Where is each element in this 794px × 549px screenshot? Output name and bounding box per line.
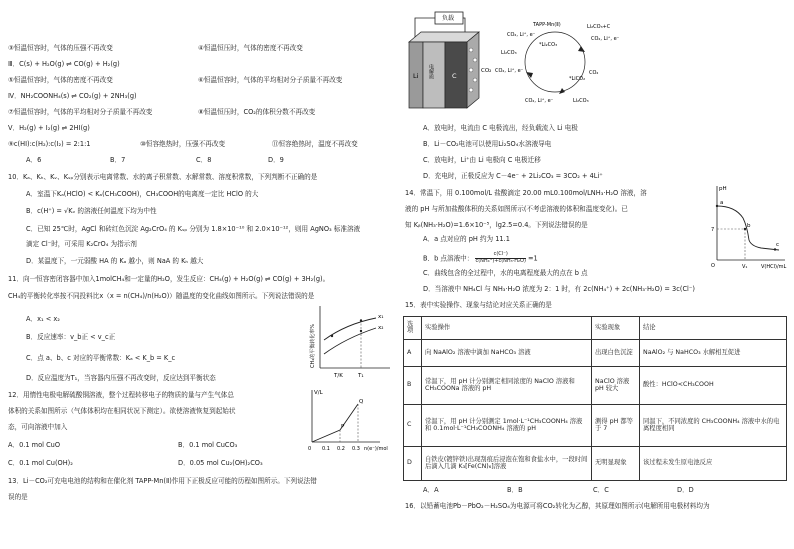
item-4: ④恒温恒压时，气体的密度不再改变 [198, 44, 303, 52]
q12-y-label: V/L [314, 390, 323, 396]
q14-option-b [423, 252, 538, 265]
q11-point-c [360, 319, 362, 321]
q14-titration-graph [705, 180, 791, 272]
q12-tick-01: 0.1 [322, 446, 330, 452]
q9-option-a: A．6 [26, 156, 42, 164]
q15-row-d-conclusion: 该过程未发生原电池反应 [640, 447, 787, 481]
q14-point-b [744, 228, 746, 230]
q14-x-label: V(HCl)/mL [761, 264, 787, 270]
q11-x-label: T/K [334, 373, 343, 379]
q11-label-t1: T₁ [358, 373, 364, 379]
q14-point-c [774, 248, 776, 250]
q11-label-x1: x₁ [378, 314, 384, 320]
q15-row-b-conclusion: 酸性：HClO<CH₃COOH [640, 367, 787, 405]
q14-option-b-prefix: B．b 点溶液中： [423, 254, 474, 263]
q11-stem-cont: CH₄的平衡转化率按不同投料比x（x = n(CH₄)/n(H₂O)）随温度的变化曲线如图所示。下列说法错误的是 [8, 292, 315, 300]
q12-x-label: n(e⁻)/mol [364, 446, 388, 452]
q11-option-b: B．反应速率：v_b正 < v_c正 [26, 333, 116, 341]
q14-stem-cont: 液的 pH 与所加盐酸体积的关系如图所示(不考虑溶液的体积和温度变化)。已 [405, 205, 628, 213]
q14-option-c: C．曲线包含的全过程中，水的电离程度最大的点在 b 点 [423, 269, 588, 277]
q14-label-c: c [776, 242, 780, 248]
cycle-label-9: *LiCO₂ [569, 76, 586, 82]
q11-label-x2: x₂ [378, 325, 384, 331]
q15-row-c-phenomenon: 测得 pH 都等于 7 [592, 405, 640, 447]
q9-option-c: C．8 [196, 156, 212, 164]
q10-stem: 10．Kₐ、Kₕ、Kᵥ、Kₛₚ分别表示电离常数、水的离子积常数、水解常数、溶度积常数，下列判断不正确的是 [8, 173, 318, 181]
q15-table [403, 316, 787, 481]
q15-row-d-phenomenon: 无明显现象 [592, 447, 640, 481]
q10-option-d: D．某温度下，一元弱酸 HA 的 Kₐ 越小，则 NaA 的 Kₕ 越大 [26, 257, 204, 265]
q14-label-v1: V₁ [742, 264, 748, 270]
q10-option-b: B．c(H⁺) = √Kᵥ 的溶液任何温度下均为中性 [26, 207, 157, 215]
q14-label-7: 7 [711, 227, 715, 233]
q14-stem: 14．常温下，用 0.100mol/L 盐酸滴定 20.00 mL0.100mol/LNH₃·H₂O 溶液，溶 [405, 189, 647, 197]
cycle-label-8: CO₂ [589, 70, 599, 76]
q13-option-d: D．充电时，正极反应为 C－4e⁻ + 2Li₂CO₃ = 3CO₂ + 4Li⁺ [423, 172, 603, 180]
electrolyte-layer [423, 42, 445, 108]
q11-stem: 11．向一恒容密闭容器中加入1molCH₄和一定量的H₂O，发生反应：CH₄(g) + H₂O(g) ⇌ CO(g) + 3H₂(g)。 [8, 275, 330, 283]
item-11: ⑪恒容绝热时，温度不再改变 [272, 140, 358, 148]
q15-option-a: A．A [423, 486, 439, 494]
cycle-label-1: Li₂CO₃+C [587, 24, 611, 30]
q12-stem-cont: 体积的关系如图所示（气体体积均在相同状况下测定）。欲使溶液恢复到起始状 [8, 407, 236, 415]
q15-row-a-conclusion: NaAlO₂ 与 NaHCO₃ 水解相互促进 [640, 340, 787, 367]
q11-option-a: A．x₁ < x₂ [26, 315, 60, 323]
item-7: ⑦恒温恒容时，气体的平均相对分子质量不再改变 [8, 108, 153, 116]
q12-option-d: D．0.05 mol Cu₂(OH)₂CO₃ [178, 459, 263, 467]
cycle-circle [525, 32, 585, 92]
q11-option-c: C．点 a、b、c 对应的平衡常数：Kₐ < K_b = K_c [26, 354, 176, 362]
q15-header-conclusion: 结论 [640, 317, 787, 340]
q15-option-c: C．C [593, 486, 609, 494]
q9-option-d: D．9 [268, 156, 284, 164]
q15-row-d-operation: 自铁皮(镀锌铁)出现刮痕后浸泡在饱和食盐水中，一段时间后滴入几滴 K₃[Fe(CN)₆]溶液 [422, 447, 592, 481]
catalyst-label: TAPP-Mn(Ⅱ) [533, 22, 561, 28]
item-6: ⑥恒温恒容时，气体的平均相对分子质量不再改变 [198, 76, 343, 84]
q15-row-a-phenomenon: 出现白色沉淀 [592, 340, 640, 367]
cycle-label-4: Li₂CO₃ [501, 50, 517, 56]
table-row [404, 405, 787, 447]
q12-tick-03: 0.3 [352, 446, 360, 452]
q15-row-b-option: B [404, 367, 422, 405]
q14-y-label: pH [719, 186, 727, 192]
q15-row-a-operation: 向 NaAlO₂ 溶液中滴加 NaHCO₃ 溶液 [422, 340, 592, 367]
q15-row-d-option: D [404, 447, 422, 481]
item-10: ⑩恒容绝热时，压强不再改变 [140, 140, 226, 148]
cycle-label-3: CO₂, Li⁺, e⁻ [507, 32, 536, 38]
q14-option-d: D．当溶液中 NH₄Cl 与 NH₃·H₂O 浓度为 2：1 时，有 2c(NH₄⁺) + 2c(NH₃·H₂O) = 3c(Cl⁻) [423, 285, 695, 293]
q12-stem-cont2: 态，可向溶液中加入 [8, 423, 68, 431]
q11-option-d: D．反应温度为T₁，当容器内压强不再改变时，反应达到平衡状态 [26, 374, 216, 382]
q15-header-operation: 实验操作 [422, 317, 592, 340]
q10-option-a: A．室温下Kₐ(HClO) < Kₐ(CH₃COOH)，CH₃COOH的电离度一定比 HClO 的大 [26, 190, 259, 198]
q15-row-b-operation: 常温下，用 pH 计分别测定相同浓度的 NaClO 溶液和 CH₃COONa 溶液的 pH [422, 367, 592, 405]
cycle-label-2: CO₂, Li⁺, e⁻ [591, 36, 620, 42]
q11-y-label: CH₄的平衡转化率% [310, 323, 316, 368]
q15-row-a-option: A [404, 340, 422, 367]
q14-option-b-end: =1 [528, 254, 538, 263]
q12-graph [300, 384, 394, 456]
cycle-label-10: *Li₂CO₃ [539, 42, 558, 48]
cycle-label-5: CO₂, Li⁺, e⁻ [495, 68, 524, 74]
table-row [404, 340, 787, 367]
q11-graph [306, 302, 392, 382]
q13-stem-cont: 误的是 [8, 493, 28, 501]
q14-frac-bottom: c(NH₄⁺)+c(NH₃·H₂O) [475, 257, 526, 264]
reaction-5: Ⅴ．H₂(g) + I₂(g) ⇌ 2HI(g) [8, 124, 90, 132]
q12-tick-0: 0 [308, 446, 312, 452]
q15-header-option: 选项 [404, 317, 422, 340]
item-8: ⑧恒温恒压时，CO₂的体积分数不再改变 [198, 108, 316, 116]
right-column [397, 0, 794, 549]
q15-stem: 15．表中实验操作、现象与结论对应关系正确的是 [405, 301, 552, 309]
co2-label: CO₂ [481, 68, 492, 74]
table-row [404, 447, 787, 481]
q12-stem: 12．用惰性电极电解硫酸铜溶液，整个过程转移电子的物质的量与产生气体总 [8, 391, 234, 399]
q12-label-p: P [341, 424, 345, 430]
q14-point-a [716, 205, 718, 207]
electrolyte-label: 电解质 [428, 64, 434, 79]
load-label: 负载 [442, 15, 455, 22]
cycle-arrows [526, 46, 585, 94]
q12-option-a: A．0.1 mol CuO [8, 441, 61, 449]
q14-stem-cont2: 知 Kᵦ(NH₃·H₂O)=1.6×10⁻⁵，lg2.5=0.4。下列说法错误的是 [405, 221, 588, 229]
q10-option-c-cont: 滴定 Cl⁻时，可采用 K₂CrO₄ 为指示剂 [26, 240, 137, 248]
q12-label-q: Q [359, 399, 364, 405]
q11-point-a [331, 335, 333, 337]
item-3: ③恒温恒容时，气体的压强不再改变 [8, 44, 113, 52]
q10-option-c: C．已知 25℃时，AgCl 和砖红色沉淀 Ag₂CrO₄ 的 Kₛₚ 分别为 1.8×10⁻¹⁰ 和 2.0×10⁻¹²，则用 AgNO₃ 标准溶液 [26, 225, 361, 233]
q14-label-b: b [747, 223, 751, 229]
q14-label-a: a [720, 200, 724, 206]
q13-stem: 13．Li－CO₂可充电电池的结构和在催化剂 TAPP-Mn(Ⅱ)作用下正极反应可能的历程如图所示。下列说法错 [8, 477, 317, 485]
q12-tick-02: 0.2 [337, 446, 345, 452]
q9-option-b: B．7 [110, 156, 126, 164]
q15-option-d: D．D [677, 486, 694, 494]
q15-row-c-option: C [404, 405, 422, 447]
q13-option-c: C．放电时，Li⁺由 Li 电极向 C 电极迁移 [423, 156, 541, 164]
item-5: ⑤恒温恒容时，气体的密度不再改变 [8, 76, 113, 84]
q15-row-c-conclusion: 同温下，不同浓度的 CH₃COONH₄ 溶液中水的电离程度相同 [640, 405, 787, 447]
q16-stem: 16．以铅蓄电池Pb－PbO₂－H₂SO₄为电源可将CO₂转化为乙醇，其原理如图所示(电解所用电极材料均为 [405, 502, 710, 510]
q11-point-b [360, 330, 362, 332]
li-label: Li [413, 72, 419, 80]
q14-origin: O [711, 263, 715, 269]
q12-option-c: C．0.1 mol Cu(OH)₂ [8, 459, 73, 467]
q14-option-b-fraction [475, 252, 525, 265]
q14-frac-top: c(Cl⁻) [475, 252, 525, 259]
q15-header-phenomenon: 实验现象 [592, 317, 640, 340]
table-row [404, 367, 787, 405]
q13-option-b: B．Li－CO₂电池可以使用Li₂SO₄水溶液导电 [423, 140, 552, 148]
q12-option-b: B．0.1 mol CuCO₃ [178, 441, 238, 449]
q15-row-c-operation: 常温下，用 pH 计分别测定 1mol·L⁻¹CH₃COONH₄ 溶液和 0.1mol·L⁻¹CH₃COONH₄ 溶液的 pH [422, 405, 592, 447]
q15-option-b: B．B [507, 486, 523, 494]
item-9: ⑨c(HI):c(H₂):c(I₂) = 2:1:1 [8, 140, 91, 148]
q12-line [312, 404, 358, 442]
q15-table-header [404, 317, 787, 340]
q11-curve-x2 [324, 328, 376, 354]
reaction-3: Ⅲ．C(s) + H₂O(g) ⇌ CO(g) + H₂(g) [8, 60, 120, 68]
cycle-label-7: Li₂CO₃ [573, 98, 589, 104]
cycle-label-6: CO₂, Li⁺, e⁻ [525, 98, 554, 104]
q13-option-a: A．放电时，电流由 C 电极流出，经负载流入 Li 电极 [423, 124, 578, 132]
reaction-4: Ⅳ．NH₂COONH₄(s) ⇌ CO₂(g) + 2NH₃(g) [8, 92, 137, 100]
li-co2-battery-diagram [405, 10, 785, 112]
q15-row-b-phenomenon: NaClO 溶液 pH 较大 [592, 367, 640, 405]
q14-option-a: A．a 点对应的 pH 约为 11.1 [423, 235, 510, 243]
c-label: C [452, 72, 457, 80]
